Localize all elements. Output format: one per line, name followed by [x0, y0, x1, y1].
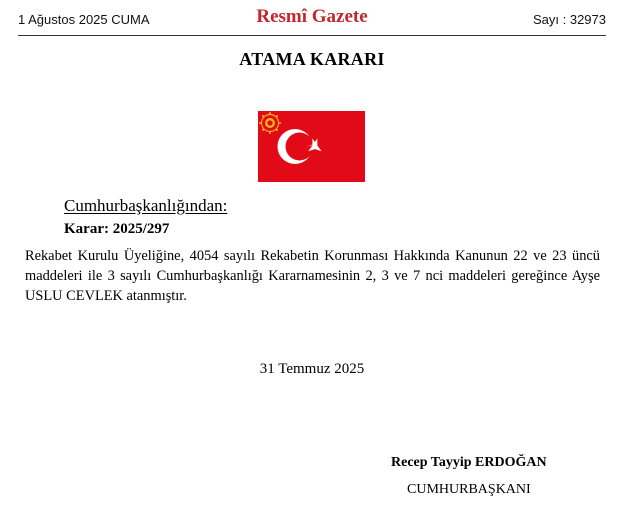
decision-body: Rekabet Kurulu Üyeliğine, 4054 sayılı Rekabetin Korunması Hakkında Kanunun 22 ve 23 üncü maddeleri ile 3 sayılı Cumhurbaşkanlığı Kararnamesinin 2, 3 ve 7 nci maddeleri gereğince Ayşe USLU CEVLEK atanmıştır.	[25, 248, 600, 304]
issue-number: Sayı : 32973	[533, 12, 606, 27]
turkish-flag-icon	[258, 111, 365, 182]
publication-title: Resmî Gazete	[256, 6, 368, 27]
document-title: ATAMA KARARI	[239, 49, 385, 69]
gazette-header	[0, 0, 624, 36]
issuing-authority: Cumhurbaşkanlığından:	[64, 196, 228, 215]
header-date: 1 Ağustos 2025 CUMA	[18, 12, 150, 27]
header-divider	[18, 35, 606, 36]
signatory-name: Recep Tayyip ERDOĞAN	[391, 455, 547, 470]
decision-date: 31 Temmuz 2025	[259, 361, 365, 377]
decision-number: Karar: 2025/297	[64, 221, 170, 237]
signatory-title: CUMHURBAŞKANI	[407, 482, 531, 497]
